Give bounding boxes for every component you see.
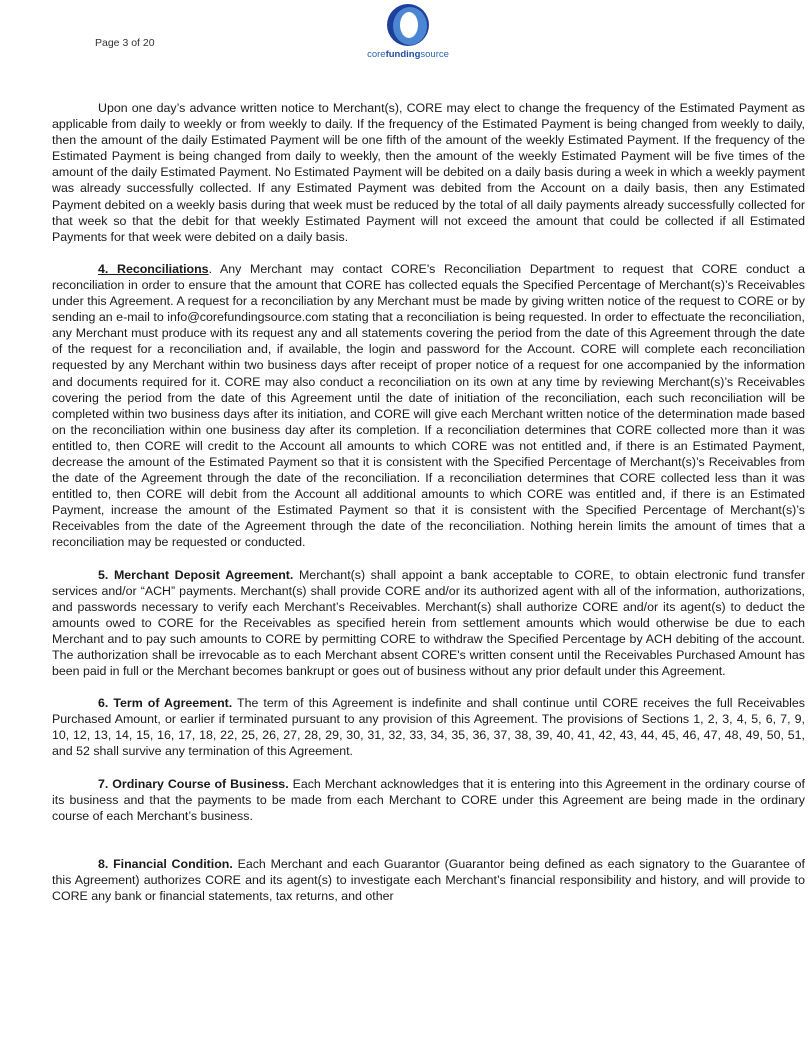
logo-wordmark: corefundingsource — [367, 49, 449, 60]
section-8-financial-condition — [52, 856, 805, 904]
section-7-ordinary-course — [52, 776, 805, 824]
core-ring-logo-icon — [384, 2, 432, 48]
section-4-reconciliations — [52, 261, 805, 551]
company-logo — [362, 2, 454, 60]
section-4-heading: 4. Reconciliations — [98, 261, 209, 276]
section-8-heading: 8. Financial Condition. — [98, 856, 233, 871]
paragraph-frequency-change: Upon one day’s advance written notice to Merchant(s), CORE may elect to change the frequency of the Estimated Payment as applicable from daily to weekly or from weekly to daily. If the frequency of the Estimated Payment is being changed from weekly to daily, then the amount of the daily Estimated Payment will be one fifth of the amount of the weekly Estimated Payment. If the frequency of the Estimated Payment is being changed from daily to weekly, then the amount of the weekly Estimated Payment will be five times of the amount of the daily Estimated Payment. No Estimated Payment will be debited on a daily basis during a week in which a weekly payment was already successfully collected. If any Estimated Payment was debited from the Account on a daily basis, then any Estimated Payment debited on a weekly basis during that week must be reduced by the total of all daily payments already successfully collected for that week so that the debit for that weekly Estimated Payment will not exceed the amount that could be collected if all Estimated Payments for that week were debited on a daily basis. — [52, 101, 805, 244]
section-5-heading: 5. Merchant Deposit Agreement. — [98, 567, 294, 582]
section-5-merchant-deposit — [52, 567, 805, 680]
section-4-text: . Any Merchant may contact CORE's Reconciliation Department to request that CORE conduct a reconciliation in order to ensure that the amount that CORE has collected equals the Specified Percentage of Merchant(s)’s Receivables under this Agreement. A request for a reconciliation by any Merchant must be made by giving written notice of the request to CORE or by sending an e-mail to info@corefundingsource.com stating that a reconciliation is being requested. In order to effectuate the reconciliation, any Merchant must produce with its request any and all statements covering the period from the date of this Agreement through the date of the request for a reconciliation and, if available, the login and password for the Account. CORE will complete each reconciliation requested by any Merchant within two business days after receipt of proper notice of a request for one accompanied by the information and documents required for it. CORE may also conduct a reconciliation on its own at any time by reviewing Merchant(s)’s Receivables covering the period from the date of this Agreement until the date of initiation of the reconciliation, each such reconciliation will be completed within two business days after its initiation, and CORE will give each Merchant written notice of the determination made based on the reconciliation within one business day after its completion. If a reconciliation determines that CORE collected more than it was entitled to, then CORE will credit to the Account all amounts to which CORE was not entitled and, if there is an Estimated Payment, decrease the amount of the Estimated Payment so that it is consistent with the Specified Percentage of Merchant(s)’s Receivables from the date of the Agreement through the date of the reconciliation. If a reconciliation determines that CORE collected less than it was entitled to, then CORE will debit from the Account all additional amounts to which CORE was entitled and, if there is an Estimated Payment, increase the amount of the Estimated Payment so that it is consistent with the Specified Percentage of Merchant(s)’s Receivables from the date of the Agreement through the date of the reconciliation. Nothing herein limits the amount of times that a reconciliation may be requested or conducted. — [52, 261, 805, 550]
section-7-heading: 7. Ordinary Course of Business. — [98, 776, 289, 791]
document-body — [52, 100, 805, 904]
section-6-term — [52, 695, 805, 759]
section-7-text: Each Merchant acknowledges that it is entering into this Agreement in the ordinary course of its business and that the payments to be made from each Merchant to CORE under this Agreement are being made in the ordinary course of each Merchant’s business. — [52, 776, 806, 823]
page-number: Page 3 of 20 — [95, 37, 155, 49]
section-5-text: Merchant(s) shall appoint a bank acceptable to CORE, to obtain electronic fund transfer services and/or “ACH” payments. Merchant(s) shall provide CORE and/or its authorized agent with all of the information, authorizations, and passwords necessary to verify each Merchant’s Receivables. Merchant(s) shall authorize CORE and/or its agent(s) to deduct the amounts owed to CORE for the Receivables as specified herein from settlement amounts which would otherwise be due to each Merchant and to pay such amounts to CORE by permitting CORE to withdraw the Specified Percentage by ACH debiting of the account. The authorization shall be irrevocable as to each Merchant absent CORE's written consent until the Receivables Purchased Amount has been paid in full or the Merchant becomes bankrupt or goes out of business without any prior default under this Agreement. — [52, 567, 805, 679]
section-6-heading: 6. Term of Agreement. — [98, 696, 233, 711]
section-8-text: Each Merchant and each Guarantor (Guarantor being defined as each signatory to the Guarantee of this Agreement) authorizes CORE and its agent(s) to investigate each Merchant’s financial responsibility and history, and will provide to CORE any bank or financial statements, tax returns, and other — [52, 856, 806, 904]
section-6-text: The term of this Agreement is indefinite and shall continue until CORE receives the full Receivables Purchased Amount, or earlier if terminated pursuant to any provision of this Agreement. The provisions of Sections 1, 2, 3, 4, 5, 6, 7, 9, 10, 12, 13, 14, 15, 16, 17, 18, 22, 25, 26, 27, 28, 29, 30, 31, 32, 33, 34, 35, 36, 37, 38, 39, 40, 41, 42, 43, 44, 45, 46, 47, 48, 49, 50, 51, and 52 shall survive any termination of this Agreement. — [52, 696, 805, 759]
